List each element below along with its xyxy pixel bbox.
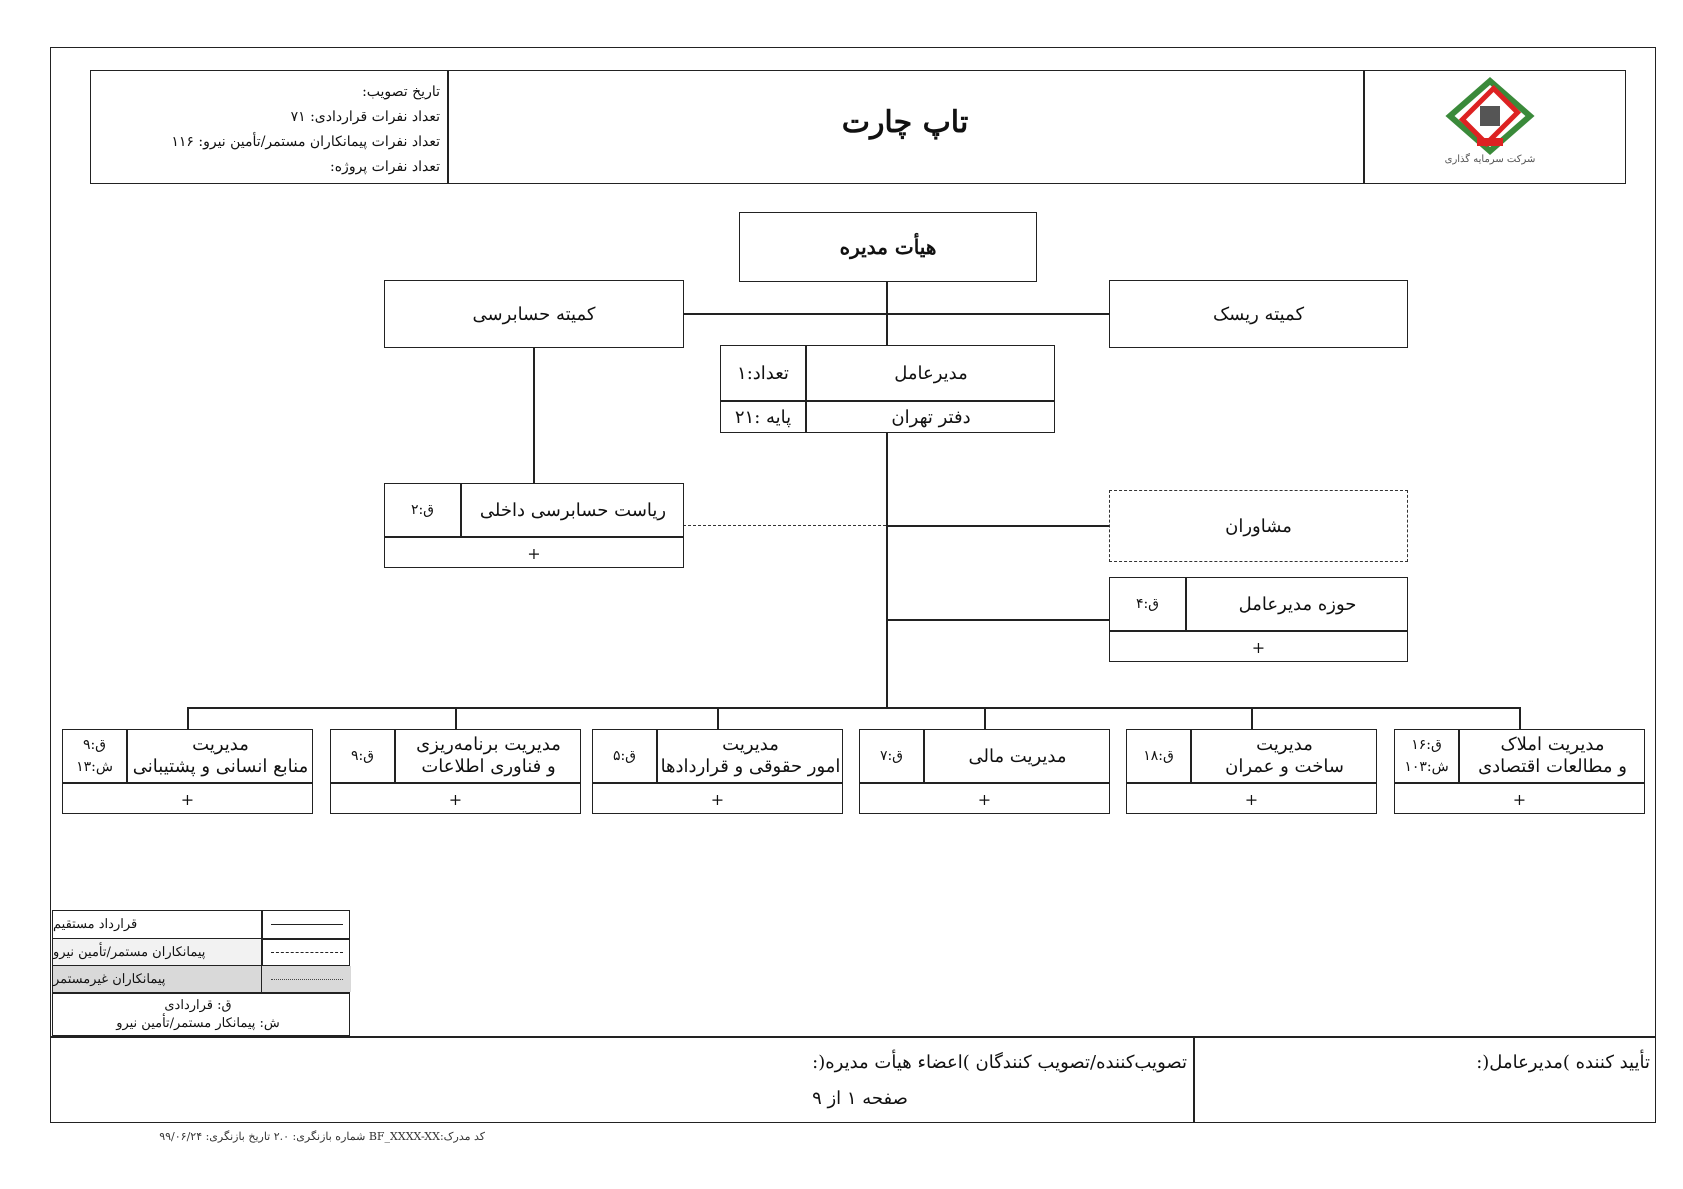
- legend-label-nonpermanent: پیمانکاران غیرمستمر: [53, 966, 261, 992]
- dept-code-contract: ق:۱۸: [1143, 748, 1174, 764]
- footer-approvers: تصویب‌کننده/تصویب کنندگان )اعضاء هیأت مدیره(:: [812, 1052, 1187, 1073]
- department-construction[interactable]: [1126, 729, 1377, 814]
- info-line-project-count: تعداد نفرات پروژه:: [330, 159, 440, 175]
- drop-dept-5: [187, 707, 189, 729]
- ceo-domain-code: ق:۴: [1135, 596, 1160, 612]
- legend-line-dashed-icon: [271, 952, 343, 953]
- page-title: تاپ چارت: [841, 105, 969, 140]
- footer-top-rule: [50, 1036, 1656, 1038]
- ceo-domain-box[interactable]: [1109, 577, 1408, 662]
- audit-committee-box[interactable]: [384, 280, 684, 348]
- header-divider-right: [1363, 70, 1365, 184]
- department-legal[interactable]: [592, 729, 843, 814]
- dept-code-contractor: ش:۱۰۳: [1404, 759, 1449, 775]
- ceo-box[interactable]: [720, 345, 1055, 433]
- line-ceo-domain: [888, 619, 1110, 621]
- line-ceo-trunk: [886, 433, 888, 708]
- risk-committee-label: کمیته ریسک: [1212, 303, 1305, 325]
- drop-dept-0: [1519, 707, 1521, 729]
- department-finance[interactable]: [859, 729, 1110, 814]
- dept-codes: [331, 730, 394, 782]
- drop-dept-3: [717, 707, 719, 729]
- line-advisors: [888, 525, 1110, 527]
- line-departments-bus: [187, 707, 1520, 709]
- dept-title: [127, 730, 314, 782]
- advisors-box[interactable]: [1109, 490, 1408, 562]
- dept-title: [657, 730, 844, 782]
- footer-divider: [1193, 1036, 1195, 1123]
- dept-code-contract: ق:۹: [82, 737, 107, 753]
- dept-expand[interactable]: +: [1244, 789, 1259, 809]
- dept-title: [1191, 730, 1378, 782]
- dept-code-contract: ق:۱۶: [1411, 737, 1442, 753]
- legend-label-direct: قرارداد مستقیم: [53, 917, 138, 932]
- department-planning-it[interactable]: [330, 729, 581, 814]
- info-line-contract-count: تعداد نفرات قراردادی: ۷۱: [290, 109, 440, 125]
- dept-expand[interactable]: +: [448, 789, 463, 809]
- ceo-count: تعداد:۱: [737, 362, 789, 384]
- internal-audit-expand[interactable]: +: [527, 543, 541, 563]
- logo-caption: شرکت سرمایه گذاری: [1444, 154, 1536, 165]
- board-label: هیأت مدیره: [839, 235, 937, 259]
- ceo-grade: پایه :۲۱: [734, 407, 792, 428]
- dept-expand[interactable]: +: [1512, 789, 1527, 809]
- board-box[interactable]: [739, 212, 1037, 282]
- line-committees: [683, 313, 1110, 315]
- legend-label-contractor: پیمانکاران مستمر/تأمین نیرو: [53, 939, 261, 965]
- dept-codes: [860, 730, 923, 782]
- dept-codes: [63, 730, 126, 782]
- internal-audit-code: ق:۲: [410, 502, 435, 518]
- dept-codes: [1127, 730, 1190, 782]
- footer-confirmer: تأیید کننده )مدیرعامل(:: [1476, 1052, 1650, 1073]
- drop-dept-4: [455, 707, 457, 729]
- dept-title: [1459, 730, 1646, 782]
- document-meta: کد مدرک:BF_XXXX-XX شماره بازنگری: ۲.۰ تاریخ بازنگری: ۹۹/۰۶/۲۴: [159, 1130, 485, 1143]
- dept-title-line2: و فناوری اطلاعات: [421, 756, 556, 777]
- drop-dept-2: [984, 707, 986, 729]
- dept-title-line2: ساخت و عمران: [1225, 756, 1344, 777]
- header-info: [100, 80, 440, 180]
- legend-line-solid-icon: [271, 924, 343, 925]
- internal-audit-box[interactable]: [384, 483, 684, 568]
- dept-title-line1: مدیریت برنامه‌ریزی: [416, 734, 561, 755]
- department-hr[interactable]: [62, 729, 313, 814]
- dept-title-line2: و مطالعات اقتصادی: [1478, 756, 1627, 777]
- page-number: صفحه ۱ از ۹: [812, 1088, 908, 1109]
- legend-note-contractor: ش: پیمانکار مستمر/تأمین نیرو: [116, 1016, 280, 1031]
- dept-expand[interactable]: +: [710, 789, 725, 809]
- ceo-domain-label: حوزه مدیرعامل: [1238, 593, 1357, 615]
- audit-committee-label: کمیته حسابرسی: [472, 303, 596, 325]
- legend-notes: [53, 994, 343, 1036]
- dept-title: [395, 730, 582, 782]
- internal-audit-label: ریاست حسابرسی داخلی: [479, 499, 667, 521]
- dept-code-contract: ق:۵: [612, 748, 637, 764]
- dept-title-line1: مدیریت: [722, 734, 779, 755]
- dept-title-line1: مدیریت مالی: [968, 745, 1067, 767]
- dept-title-line2: منابع انسانی و پشتیبانی: [132, 756, 309, 777]
- line-audit-down: [533, 348, 535, 483]
- legend-line-dashdot-stroke: [271, 979, 343, 980]
- dept-code-contractor: ش:۱۳: [76, 759, 113, 775]
- dept-title: [924, 730, 1111, 782]
- dept-expand[interactable]: +: [180, 789, 195, 809]
- company-logo: [1425, 76, 1555, 180]
- risk-committee-box[interactable]: [1109, 280, 1408, 348]
- drop-dept-1: [1251, 707, 1253, 729]
- dept-code-contract: ق:۷: [879, 748, 904, 764]
- legend: [52, 910, 350, 1036]
- info-line-contractor-count: تعداد نفرات پیمانکاران مستمر/تأمین نیرو: ۱۱۶: [171, 134, 440, 150]
- ceo-title: مدیرعامل: [894, 362, 968, 384]
- dept-expand[interactable]: +: [977, 789, 992, 809]
- legend-note-contract: ق: قراردادی: [164, 998, 232, 1013]
- dept-title-line2: امور حقوقی و قراردادها: [660, 756, 841, 777]
- dept-code-contract: ق:۹: [350, 748, 375, 764]
- dept-title-line1: مدیریت: [1256, 734, 1313, 755]
- dept-codes: [1395, 730, 1458, 782]
- department-real-estate[interactable]: [1394, 729, 1645, 814]
- dept-title-line1: مدیریت: [192, 734, 249, 755]
- ceo-office: دفتر تهران: [891, 407, 971, 428]
- ceo-domain-expand[interactable]: +: [1251, 637, 1266, 657]
- info-line-approval-date: تاریخ تصویب:: [362, 84, 440, 100]
- advisors-label: مشاوران: [1225, 515, 1292, 537]
- dept-title-line1: مدیریت املاک: [1500, 734, 1605, 755]
- dept-codes: [593, 730, 656, 782]
- line-internal-audit-dashed: [683, 525, 886, 526]
